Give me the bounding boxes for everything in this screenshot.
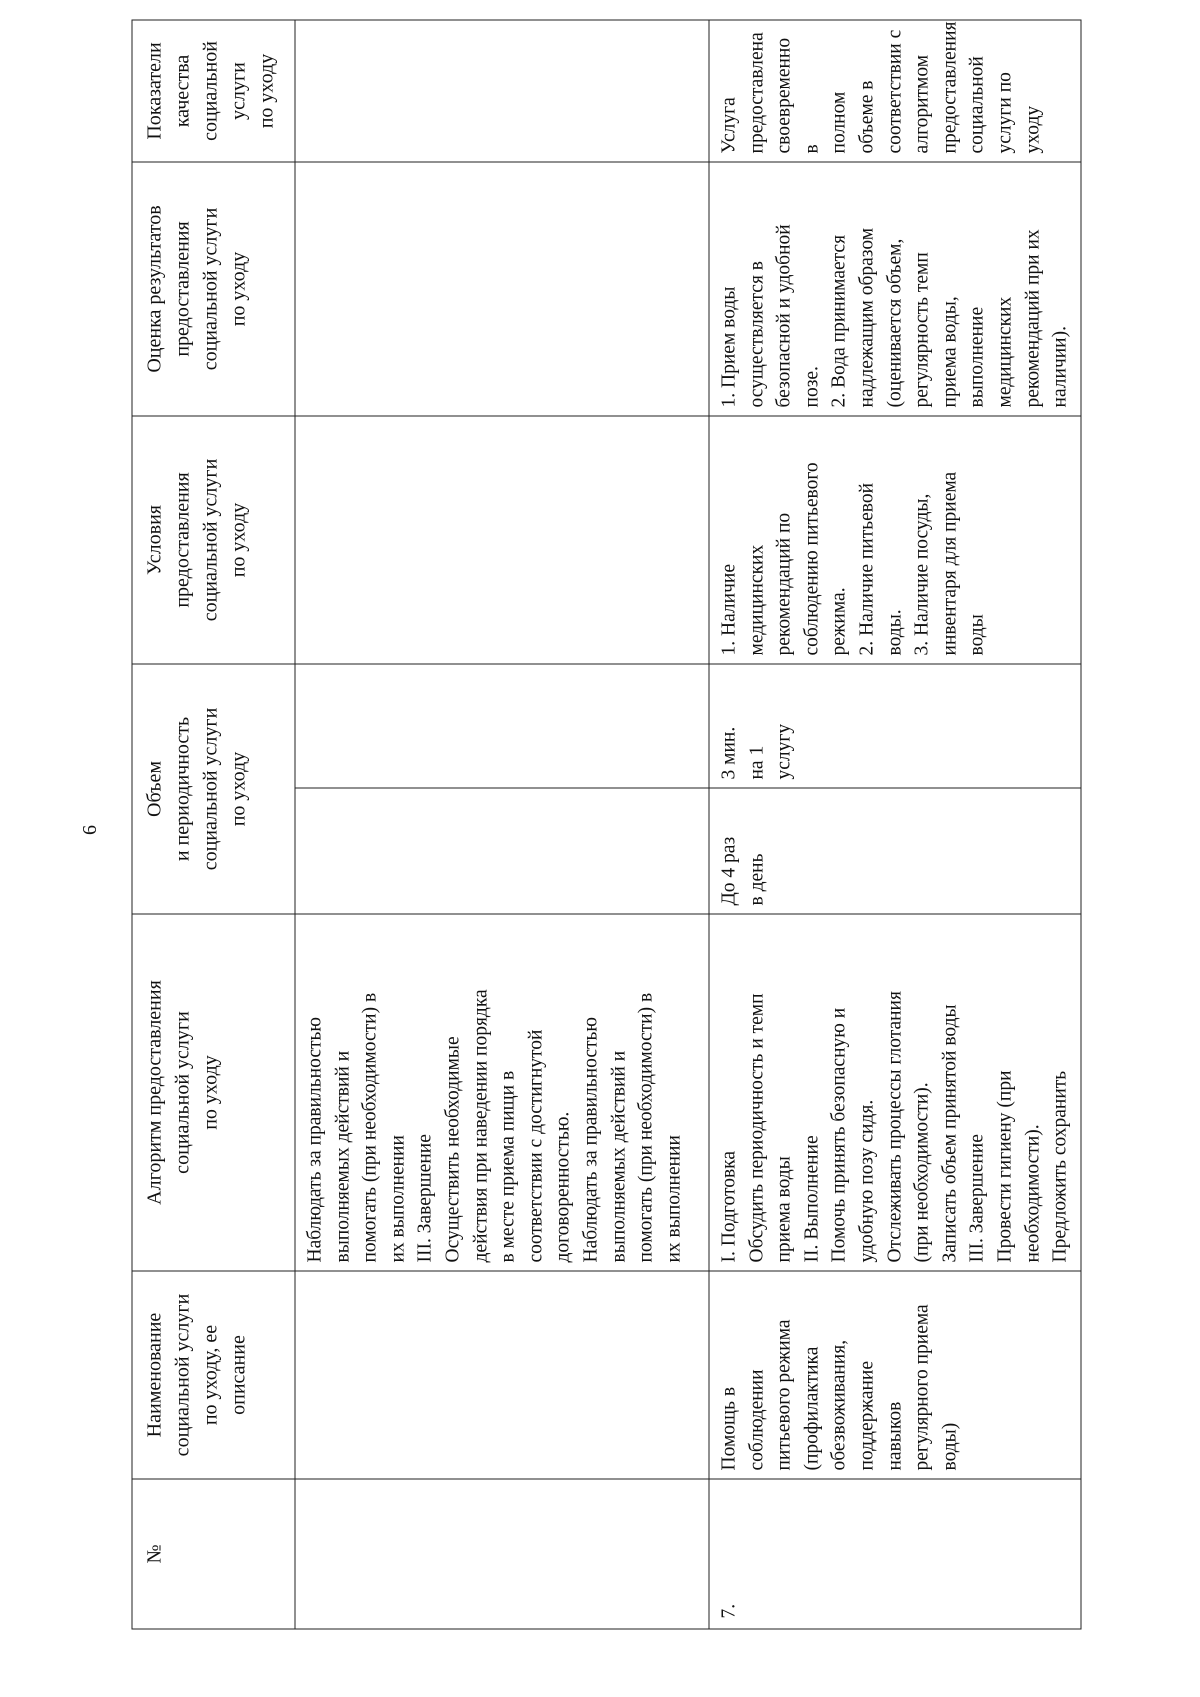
header-volume: Объем и периодичность социальной услуги по уходу [132,664,295,914]
cell-name: Помощь в соблюдении питьевого режима (профилактика обезвоживания, поддержание навыков регулярного приема воды) [709,1271,1081,1479]
cell-evaluation [295,162,709,416]
table-header-row [132,20,295,1629]
header-evaluation: Оценка результатов предоставления социальной услуги по уходу [132,162,295,416]
cell-frequency [295,788,709,914]
cell-duration [295,664,709,788]
page-number: 6 [79,825,101,835]
header-quality: Показатели качества социальной услуги по уходу [132,20,295,162]
cell-name [295,1271,709,1479]
header-num: № [132,1479,295,1629]
table-row-continuation [295,20,709,1629]
header-conditions: Условия предоставления социальной услуги по уходу [132,416,295,664]
header-algorithm: Алгоритм предоставления социальной услуги по уходу [132,914,295,1271]
cell-frequency: До 4 раз в день [709,788,1081,914]
cell-num [295,1479,709,1629]
header-name: Наименование социальной услуги по уходу, ее описание [132,1271,295,1479]
cell-quality [295,20,709,162]
table-row-7 [709,20,1081,1629]
services-table [132,19,1082,1629]
cell-num: 7. [709,1479,1081,1629]
services-table-rotated [132,21,1078,1630]
cell-quality: Услуга предоставлена своевременно в полном объеме в соответствии с алгоритмом предоставления социальной услуги по уходу [709,20,1081,162]
cell-duration: 3 мин. на 1 услугу [709,664,1081,788]
cell-evaluation: 1. Прием воды осуществляется в безопасной и удобной позе. 2. Вода принимается надлежащим образом (оценивается объем, регулярность темп приема воды, выполнение медицинских рекомендаций при их наличии). [709,162,1081,416]
cell-algorithm: Наблюдать за правильностью выполняемых действий и помогать (при необходимости) в их выполнении III. Завершение Осуществить необходимые действия при наведении порядка в месте приема пищи в соответствии с достигнутой договоренностью. Наблюдать за правильностью выполняемых действий и помогать (при необходимости) в их выполнении [295,914,709,1271]
cell-algorithm: I. Подготовка Обсудить периодичность и темп приема воды II. Выполнение Помочь принять безопасную и удобную позу сидя. Отслеживать процессы глотания (при необходимости). Записать объем принятой воды III. Завершение Провести гигиену (при необходимости). Предложить сохранить [709,914,1081,1271]
cell-conditions: 1. Наличие медицинских рекомендаций по соблюдению питьевого режима. 2. Наличие питьевой воды. 3. Наличие посуды, инвентаря для приема воды [709,416,1081,664]
cell-conditions [295,416,709,664]
